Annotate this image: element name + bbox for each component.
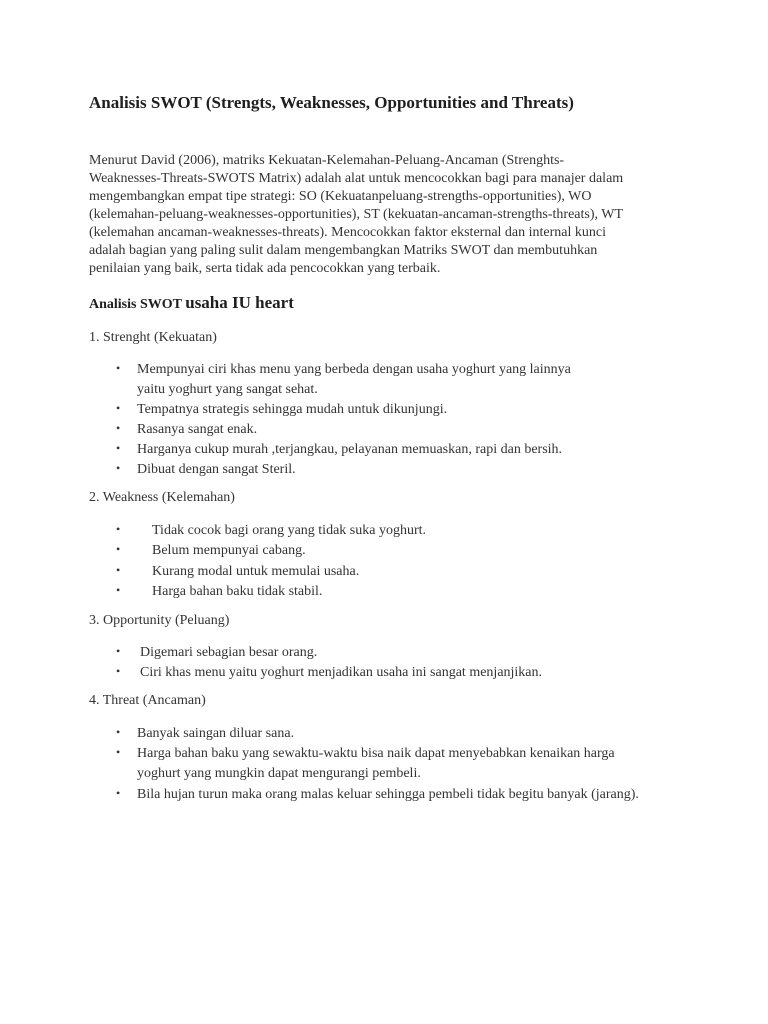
bullet-icon: • [116,644,121,658]
list-item-text [140,663,542,683]
list-item-line: Harga bahan baku tidak stabil. [152,584,323,599]
bullet-icon: • [116,361,121,375]
intro-line: adalah bagian yang paling sulit dalam mengembangkan Matriks SWOT dan membutuhkan [89,243,598,258]
intro-line: (kelemahan-peluang-weaknesses-opportunities), ST (kekuatan-ancaman-strengths-threats), WT [89,207,624,222]
list-item-line: Harga bahan baku yang sewaktu-waktu bisa naik dapat menyebabkan kenaikan harga [137,746,615,761]
list-item-line: Kurang modal untuk memulai usaha. [152,564,360,579]
intro-paragraph [89,152,689,278]
bullet-icon: • [116,725,121,739]
list-item-line: Bila hujan turun maka orang malas keluar sehingga pembeli tidak begitu banyak (jarang). [137,787,639,802]
list-item-text [137,460,296,480]
list-item-line: Ciri khas menu yaitu yoghurt menjadikan usaha ini sangat menjanjikan. [140,665,543,680]
intro-line: Menurut David (2006), matriks Kekuatan-Kelemahan-Peluang-Ancaman (Strenghts- [89,153,565,168]
intro-line: mengembangkan empat tipe strategi: SO (Kekuatanpeluang-strengths-opportunities), WO [89,189,592,204]
list-item-line: yaitu yoghurt yang sangat sehat. [137,382,318,397]
bullet-icon: • [116,522,121,536]
bullet-icon: • [116,786,121,800]
list-item-line: Mempunyai ciri khas menu yang berbeda dengan usaha yoghurt yang lainnya [137,362,571,377]
list-item-text [137,724,294,744]
bullet-icon: • [116,542,121,556]
section-title-threat: 4. Threat (Ancaman) [89,693,206,708]
list-item-text [137,420,257,440]
document-title: Analisis SWOT (Strengts, Weaknesses, Opportunities and Threats) [89,93,574,112]
list-item-text [152,562,359,582]
bullet-icon: • [116,664,121,678]
intro-line: penilaian yang baik, serta tidak ada pencocokkan yang terbaik. [89,261,441,276]
section-title-strength: 1. Strenght (Kekuatan) [89,330,217,345]
list-item-line: yoghurt yang mungkin dapat mengurangi pembeli. [137,766,421,781]
list-item-line: Banyak saingan diluar sana. [137,726,295,741]
list-item-line: Tempatnya strategis sehingga mudah untuk dikunjungi. [137,402,448,417]
list-item-text [152,541,306,561]
list-item-text [137,360,571,400]
bullet-icon: • [116,461,121,475]
list-item-text [152,521,426,541]
list-item-line: Rasanya sangat enak. [137,422,258,437]
section-title-opportunity: 3. Opportunity (Peluang) [89,613,230,628]
section-title-weakness: 2. Weakness (Kelemahan) [89,490,235,505]
list-item-line: Tidak cocok bagi orang yang tidak suka yoghurt. [152,523,426,538]
list-item-text [140,643,317,663]
list-item-line: Belum mempunyai cabang. [152,543,306,558]
subheading-prefix: Analisis SWOT [89,297,186,312]
list-item-text [152,582,322,602]
bullet-icon: • [116,745,121,759]
list-item-line: Digemari sebagian besar orang. [140,645,318,660]
intro-line: Weaknesses-Threats-SWOTS Matrix) adalah alat untuk mencocokkan bagi para manajer dalam [89,171,624,186]
bullet-icon: • [116,441,121,455]
list-item-text [137,785,639,805]
subheading-main: usaha IU heart [185,293,294,312]
list-item-text [137,400,447,420]
intro-line: (kelemahan ancaman-weaknesses-threats). Mencocokkan faktor eksternal dan internal kunci [89,225,606,240]
bullet-icon: • [116,401,121,415]
bullet-icon: • [116,421,121,435]
swot-subheading [89,288,294,315]
list-item-text [137,744,615,784]
list-item-line: Dibuat dengan sangat Steril. [137,462,296,477]
bullet-icon: • [116,583,121,597]
bullet-icon: • [116,563,121,577]
list-item-line: Harganya cukup murah ,terjangkau, pelayanan memuaskan, rapi dan bersih. [137,442,563,457]
list-item-text [137,440,562,460]
